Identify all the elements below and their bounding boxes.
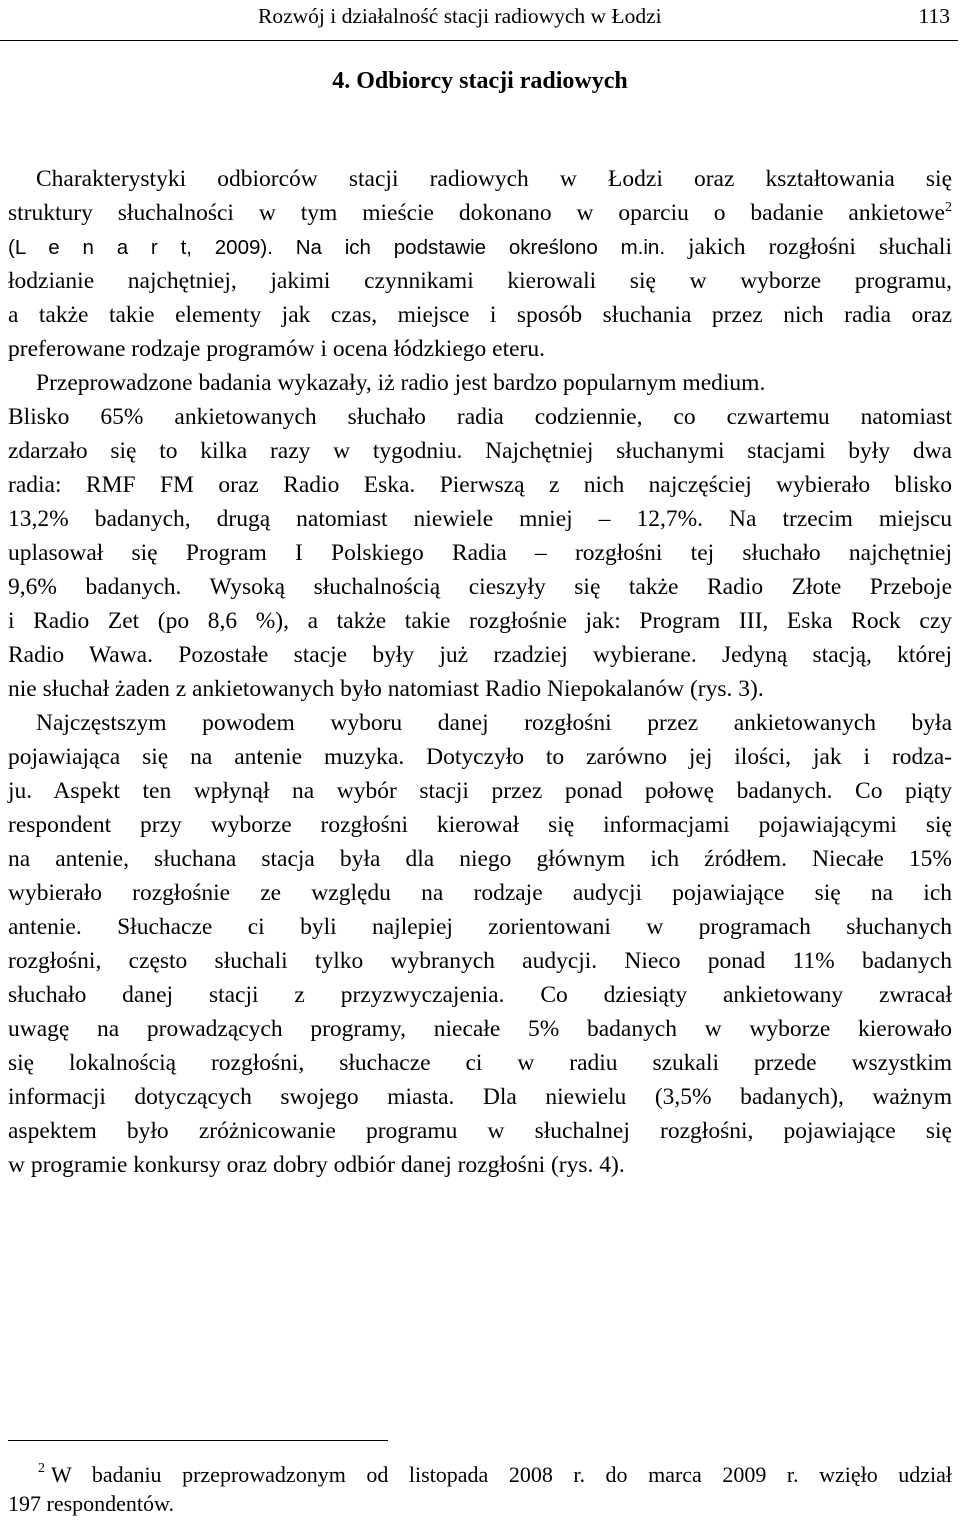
text-line: wybierało rozgłośnie ze względu na rodzaje audycji pojawiające się na ich [8, 880, 952, 906]
text-line: Najczęstszym powodem wyboru danej rozgłośni przez ankietowanych była [36, 710, 952, 736]
footnote-reference[interactable]: 2 [945, 200, 952, 215]
text-line: i Radio Zet (po 8,6 %), a także takie rozgłośnie jak: Program III, Eska Rock czy [8, 608, 952, 634]
text-line: nie słuchał żaden z ankietowanych było natomiast Radio Niepokalanów (rys. 3). [8, 676, 764, 702]
text-line: rozgłośni, często słuchali tylko wybranych audycji. Nieco ponad 11% badanych [8, 948, 952, 974]
text-line: preferowane rodzaje programów i ocena łódzkiego eteru. [8, 336, 545, 362]
page-number: 113 [918, 4, 950, 28]
text-line [8, 196, 952, 230]
page-header [0, 0, 958, 41]
text-line: uwagę na prowadzących programy, niecałe 5% badanych w wyborze kierowało [8, 1016, 952, 1042]
text-segment: struktury słuchalności w tym mieście dokonano w oparciu o badanie ankietowe [8, 200, 945, 226]
text-line: łodzianie najchętniej, jakimi czynnikami kierowali się w wyborze programu, [8, 268, 952, 294]
text-line: pojawiająca się na antenie muzyka. Dotyczyło to zarówno jej ilości, jak i rodza- [8, 744, 952, 770]
text-line: 9,6% badanych. Wysoką słuchalnością cieszyły się także Radio Złote Przeboje [8, 574, 952, 600]
footnote-divider [8, 1440, 388, 1441]
text-line: ju. Aspekt ten wpłynął na wybór stacji przez ponad połowę badanych. Co piąty [8, 778, 952, 804]
text-line: respondent przy wyborze rozgłośni kierował się informacjami pojawiającymi się [8, 812, 952, 838]
text-line: 13,2% badanych, drugą natomiast niewiele mniej – 12,7%. Na trzecim miejscu [8, 506, 952, 532]
text-line: słuchało danej stacji z przyzwyczajenia. Co dziesiąty ankietowany zwracał [8, 982, 952, 1008]
footnote-mark: 2 [38, 1461, 45, 1476]
text-line: aspektem było zróżnicowanie programu w słuchalnej rozgłośni, pojawiające się [8, 1118, 952, 1144]
text-segment: jakich rozgłośni słuchali [665, 234, 952, 260]
running-title: Rozwój i działalność stacji radiowych w Łodzi [258, 4, 662, 28]
text-line: informacji dotyczących swojego miasta. Dla niewielu (3,5% badanych), ważnym [8, 1084, 952, 1110]
footnote-line: 197 respondentów. [8, 1491, 174, 1516]
text-line: na antenie, słuchana stacja była dla niego głównym ich źródłem. Niecałe 15% [8, 846, 952, 872]
text-line: antenie. Słuchacze ci byli najlepiej zorientowani w programach słuchanych [8, 914, 952, 940]
text-line: Charakterystyki odbiorców stacji radiowych w Łodzi oraz kształtowania się [36, 166, 952, 192]
footnote-text: W badaniu przeprowadzonym od listopada 2008 r. do marca 2009 r. wzięło udział [51, 1462, 952, 1487]
footnote-line [8, 1460, 952, 1490]
text-line: uplasował się Program I Polskiego Radia – rozgłośni tej słuchało najchętniej [8, 540, 952, 566]
text-line: w programie konkursy oraz dobry odbiór danej rozgłośni (rys. 4). [8, 1152, 625, 1178]
text-line: Radio Wawa. Pozostałe stacje były już rzadziej wybierane. Jedyną stacją, której [8, 642, 952, 668]
text-line: Blisko 65% ankietowanych słuchało radia codziennie, co czwartemu natomiast [8, 404, 952, 430]
text-segment: (L e n a r t, 2009). Na ich podstawie określono m.in. [8, 236, 666, 259]
text-line: radia: RMF FM oraz Radio Eska. Pierwszą z nich najczęściej wybierało blisko [8, 472, 952, 498]
text-line: się lokalnością rozgłośni, słuchacze ci w radiu szukali przede wszystkim [8, 1050, 952, 1076]
text-line: zdarzało się to kilka razy w tygodniu. Najchętniej słuchanymi stacjami były dwa [8, 438, 952, 464]
section-title: 4. Odbiorcy stacji radiowych [332, 68, 628, 94]
text-line: Przeprowadzone badania wykazały, iż radio jest bardzo popularnym medium. [36, 370, 766, 396]
text-line [8, 230, 952, 264]
text-line: a także takie elementy jak czas, miejsce i sposób słuchania przez nich radia oraz [8, 302, 952, 328]
